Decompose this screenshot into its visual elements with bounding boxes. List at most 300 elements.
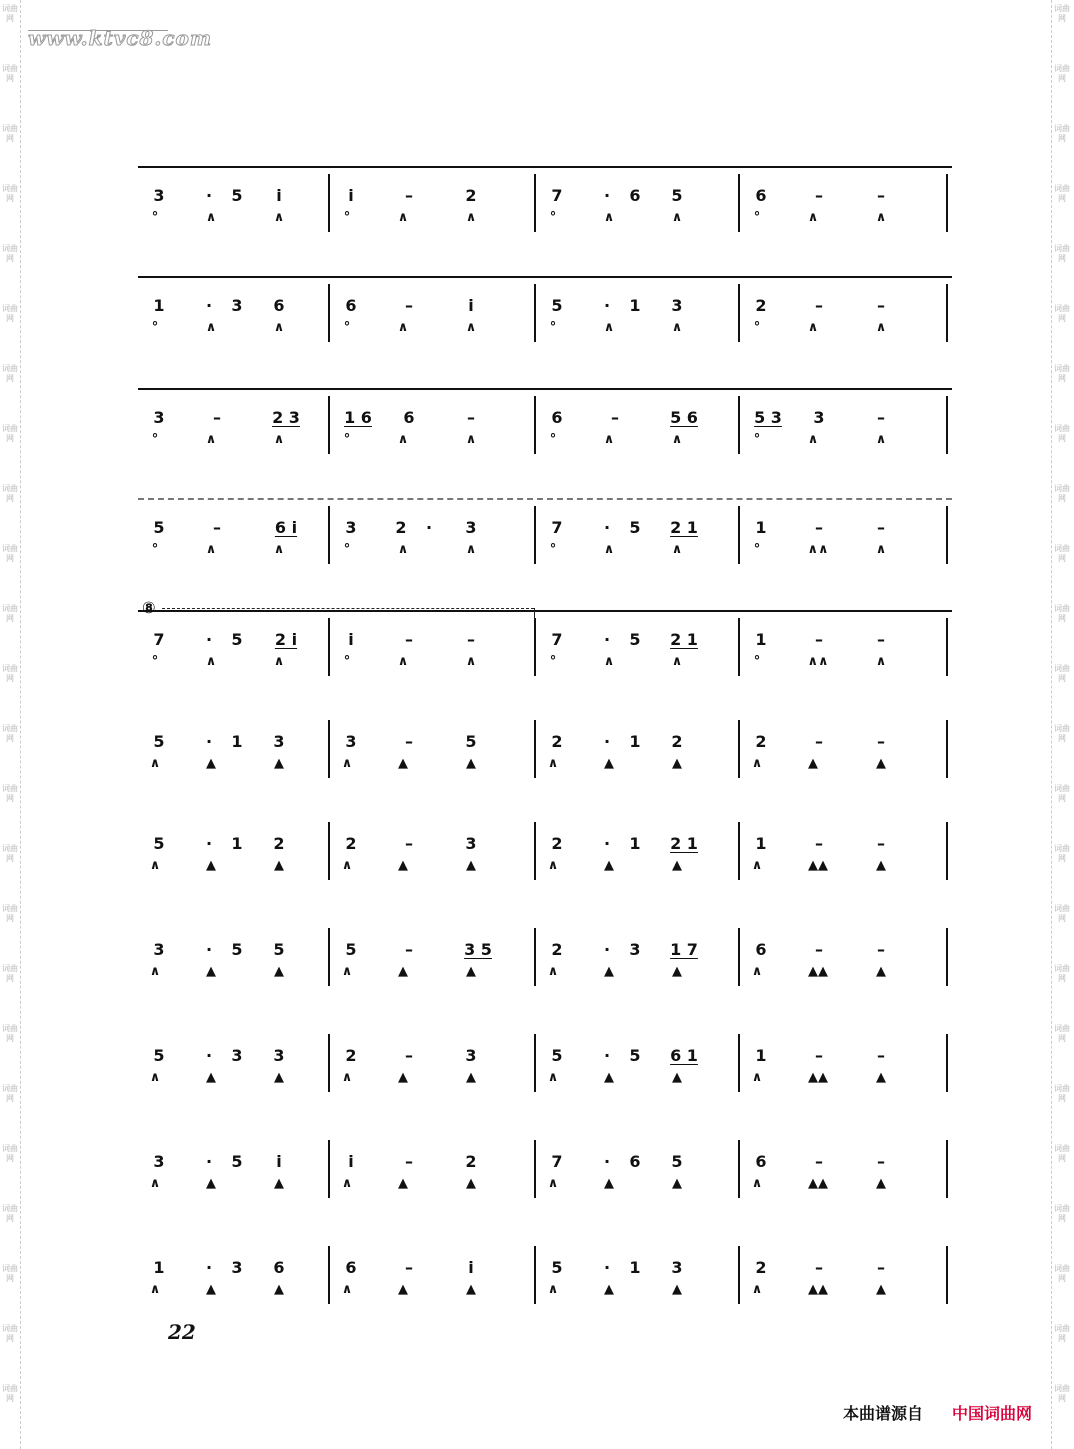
note: 6 bbox=[755, 940, 767, 959]
note: 5 bbox=[153, 1046, 165, 1065]
side-watermark-label: 词曲网 bbox=[2, 844, 18, 863]
note: 2 bbox=[273, 834, 285, 853]
articulation-mark: ∧ bbox=[547, 1070, 559, 1085]
articulation-mark: ▲ bbox=[466, 964, 476, 979]
articulation-mark: ▲ bbox=[274, 858, 284, 873]
articulation-mark: ∧ bbox=[465, 320, 477, 335]
note: 2 3 bbox=[272, 408, 300, 427]
articulation-mark: ▲ bbox=[398, 1070, 408, 1085]
note: 6 bbox=[345, 296, 357, 315]
articulation-mark: ∧ bbox=[205, 320, 217, 335]
note: 1 bbox=[755, 518, 767, 537]
note: 3 bbox=[273, 732, 285, 751]
articulation-mark: ▲ bbox=[672, 1070, 682, 1085]
note: 5 bbox=[231, 940, 243, 959]
side-watermark-label: 词曲网 bbox=[1054, 244, 1070, 263]
note: i bbox=[276, 1152, 282, 1171]
articulation-mark: ° bbox=[549, 654, 557, 669]
measure bbox=[138, 610, 338, 676]
articulation-mark: ∧ bbox=[547, 756, 559, 771]
side-watermark-label: 词曲网 bbox=[2, 904, 18, 923]
articulation-mark: ▲ bbox=[876, 1282, 886, 1297]
note: · bbox=[205, 834, 213, 853]
barline bbox=[946, 822, 948, 880]
note: 5 bbox=[671, 1152, 683, 1171]
barline bbox=[946, 284, 948, 342]
note: 5 bbox=[231, 186, 243, 205]
note: 1 bbox=[153, 296, 165, 315]
articulation-mark: ▲ bbox=[274, 1176, 284, 1191]
side-watermark-label: 词曲网 bbox=[1054, 904, 1070, 923]
note: 1 bbox=[231, 732, 243, 751]
note: – bbox=[815, 1046, 823, 1065]
articulation-mark: ∧ bbox=[397, 542, 409, 557]
note: · bbox=[603, 1152, 611, 1171]
note: – bbox=[405, 1258, 413, 1277]
note: · bbox=[205, 1046, 213, 1065]
side-watermark-label: 词曲网 bbox=[1054, 784, 1070, 803]
note: – bbox=[877, 940, 885, 959]
articulation-mark: ∧ bbox=[603, 320, 615, 335]
note: – bbox=[405, 186, 413, 205]
note: 5 bbox=[345, 940, 357, 959]
note: · bbox=[205, 630, 213, 649]
articulation-mark: ∧ bbox=[397, 320, 409, 335]
note: – bbox=[815, 1258, 823, 1277]
articulation-mark: ∧ bbox=[397, 654, 409, 669]
note: 3 5 bbox=[464, 940, 492, 959]
measure bbox=[138, 498, 338, 564]
barline bbox=[946, 174, 948, 232]
score-row bbox=[138, 712, 952, 778]
note: · bbox=[205, 296, 213, 315]
articulation-mark: ∧ bbox=[875, 542, 887, 557]
articulation-mark: ∧ bbox=[603, 542, 615, 557]
note: 6 bbox=[755, 1152, 767, 1171]
score-row bbox=[138, 814, 952, 880]
barline bbox=[946, 1034, 948, 1092]
articulation-mark: ∧ bbox=[751, 1070, 763, 1085]
measure bbox=[330, 920, 530, 986]
articulation-mark: ∧ bbox=[807, 210, 819, 225]
articulation-mark: ° bbox=[549, 432, 557, 447]
note: 6 bbox=[345, 1258, 357, 1277]
side-watermark-label: 词曲网 bbox=[2, 964, 18, 983]
side-watermark-label: 词曲网 bbox=[1054, 1084, 1070, 1103]
note: 5 bbox=[551, 1046, 563, 1065]
note: 3 bbox=[231, 1258, 243, 1277]
articulation-mark: ° bbox=[753, 210, 761, 225]
articulation-mark: ▲▲ bbox=[808, 1176, 828, 1191]
barline bbox=[946, 1140, 948, 1198]
note: – bbox=[877, 834, 885, 853]
score-row bbox=[138, 498, 952, 564]
note: · bbox=[205, 940, 213, 959]
score-row bbox=[138, 610, 952, 676]
page-number: 22 bbox=[168, 1320, 196, 1344]
articulation-mark: ▲ bbox=[672, 1282, 682, 1297]
articulation-mark: ▲ bbox=[274, 1282, 284, 1297]
side-watermark-label: 词曲网 bbox=[1054, 1024, 1070, 1043]
note: – bbox=[405, 732, 413, 751]
note: 1 bbox=[153, 1258, 165, 1277]
right-watermark-strip bbox=[1051, 0, 1074, 1449]
articulation-mark: ∧ bbox=[671, 210, 683, 225]
articulation-mark: ▲ bbox=[672, 1176, 682, 1191]
note: 1 bbox=[629, 296, 641, 315]
side-watermark-label: 词曲网 bbox=[1054, 184, 1070, 203]
measure bbox=[536, 920, 736, 986]
articulation-mark: ▲ bbox=[604, 1176, 614, 1191]
note: – bbox=[877, 630, 885, 649]
articulation-mark: ∧ bbox=[341, 1070, 353, 1085]
measure bbox=[740, 1238, 940, 1304]
measure bbox=[536, 712, 736, 778]
note: 6 bbox=[629, 186, 641, 205]
note: – bbox=[877, 732, 885, 751]
note: – bbox=[877, 408, 885, 427]
articulation-mark: ∧ bbox=[875, 432, 887, 447]
articulation-mark: ° bbox=[343, 432, 351, 447]
note: · bbox=[205, 1258, 213, 1277]
side-watermark-label: 词曲网 bbox=[1054, 484, 1070, 503]
measure bbox=[536, 814, 736, 880]
note: 5 bbox=[273, 940, 285, 959]
score-row bbox=[138, 920, 952, 986]
note: 6 bbox=[629, 1152, 641, 1171]
side-watermark-label: 词曲网 bbox=[2, 784, 18, 803]
side-watermark-label: 词曲网 bbox=[1054, 124, 1070, 143]
note: 5 bbox=[153, 732, 165, 751]
measure bbox=[536, 610, 736, 676]
note: i bbox=[468, 1258, 474, 1277]
articulation-mark: ∧ bbox=[273, 654, 285, 669]
articulation-mark: ∧ bbox=[547, 1282, 559, 1297]
score-row bbox=[138, 1238, 952, 1304]
note: – bbox=[405, 834, 413, 853]
articulation-mark: ° bbox=[151, 320, 159, 335]
measure bbox=[536, 1132, 736, 1198]
measure bbox=[138, 920, 338, 986]
articulation-mark: ▲ bbox=[274, 1070, 284, 1085]
articulation-mark: ∧ bbox=[273, 320, 285, 335]
measure bbox=[330, 276, 530, 342]
note: 5 bbox=[551, 296, 563, 315]
score-row bbox=[138, 1132, 952, 1198]
measure bbox=[536, 1238, 736, 1304]
side-watermark-label: 词曲网 bbox=[2, 244, 18, 263]
note: 5 bbox=[629, 1046, 641, 1065]
side-watermark-label: 词曲网 bbox=[2, 604, 18, 623]
note: 5 bbox=[551, 1258, 563, 1277]
side-watermark-label: 词曲网 bbox=[2, 1144, 18, 1163]
note: 2 bbox=[755, 1258, 767, 1277]
articulation-mark: ∧ bbox=[273, 210, 285, 225]
score-row bbox=[138, 1026, 952, 1092]
measure bbox=[330, 1026, 530, 1092]
note: 6 bbox=[551, 408, 563, 427]
measure bbox=[138, 1132, 338, 1198]
articulation-mark: ∧ bbox=[205, 654, 217, 669]
side-watermark-label: 词曲网 bbox=[2, 724, 18, 743]
note: 7 bbox=[551, 518, 563, 537]
articulation-mark: ∧ bbox=[149, 756, 161, 771]
measure bbox=[536, 166, 736, 232]
barline bbox=[946, 506, 948, 564]
note: – bbox=[405, 296, 413, 315]
measure bbox=[536, 276, 736, 342]
note: 2 bbox=[345, 1046, 357, 1065]
measure bbox=[740, 388, 940, 454]
footer-site-link[interactable]: 中国词曲网 bbox=[952, 1404, 1033, 1423]
side-watermark-label: 词曲网 bbox=[1054, 1324, 1070, 1343]
measure bbox=[138, 712, 338, 778]
note: 2 bbox=[551, 732, 563, 751]
note: 2 1 bbox=[670, 518, 698, 537]
articulation-mark: ▲ bbox=[398, 858, 408, 873]
articulation-mark: ∧ bbox=[149, 964, 161, 979]
side-watermark-label: 词曲网 bbox=[2, 1324, 18, 1343]
side-watermark-label: 词曲网 bbox=[2, 184, 18, 203]
articulation-mark: ∧ bbox=[205, 210, 217, 225]
note: · bbox=[603, 518, 611, 537]
volta-bracket-end bbox=[534, 608, 535, 620]
side-watermark-label: 词曲网 bbox=[1054, 844, 1070, 863]
measure bbox=[536, 388, 736, 454]
articulation-mark: ∧ bbox=[603, 432, 615, 447]
side-watermark-label: 词曲网 bbox=[2, 124, 18, 143]
note: 3 bbox=[813, 408, 825, 427]
articulation-mark: ∧ bbox=[205, 542, 217, 557]
articulation-mark: ∧ bbox=[465, 432, 477, 447]
articulation-mark: ∧ bbox=[547, 1176, 559, 1191]
note: 5 bbox=[629, 630, 641, 649]
measure bbox=[330, 610, 530, 676]
articulation-mark: ∧ bbox=[875, 210, 887, 225]
note: – bbox=[815, 518, 823, 537]
note: 3 bbox=[273, 1046, 285, 1065]
measure bbox=[740, 1132, 940, 1198]
note: 6 bbox=[273, 296, 285, 315]
left-watermark-strip bbox=[0, 0, 21, 1449]
note: · bbox=[205, 732, 213, 751]
measure bbox=[330, 1132, 530, 1198]
articulation-mark: ∧ bbox=[341, 1282, 353, 1297]
articulation-mark: ∧ bbox=[547, 964, 559, 979]
note: 1 bbox=[629, 1258, 641, 1277]
note: – bbox=[815, 1152, 823, 1171]
articulation-mark: ∧ bbox=[671, 542, 683, 557]
note: – bbox=[405, 940, 413, 959]
articulation-mark: ▲▲ bbox=[808, 1070, 828, 1085]
note: 3 bbox=[153, 1152, 165, 1171]
articulation-mark: ▲ bbox=[398, 1176, 408, 1191]
note: 2 1 bbox=[670, 630, 698, 649]
articulation-mark: ° bbox=[151, 432, 159, 447]
side-watermark-label: 词曲网 bbox=[1054, 544, 1070, 563]
note: 2 bbox=[465, 1152, 477, 1171]
measure bbox=[740, 498, 940, 564]
footer-source-label: 本曲谱源自 bbox=[843, 1404, 924, 1423]
note: – bbox=[405, 1152, 413, 1171]
measure bbox=[740, 276, 940, 342]
note: i bbox=[276, 186, 282, 205]
side-watermark-label: 词曲网 bbox=[2, 364, 18, 383]
articulation-mark: ∧ bbox=[149, 858, 161, 873]
articulation-mark: ▲ bbox=[206, 964, 216, 979]
measure bbox=[138, 388, 338, 454]
articulation-mark: ▲ bbox=[604, 964, 614, 979]
articulation-mark: ▲ bbox=[398, 756, 408, 771]
note: – bbox=[611, 408, 619, 427]
note: 3 bbox=[153, 408, 165, 427]
side-watermark-label: 词曲网 bbox=[2, 1264, 18, 1283]
note: 1 bbox=[755, 834, 767, 853]
articulation-mark: ▲ bbox=[466, 756, 476, 771]
note: 3 bbox=[465, 834, 477, 853]
articulation-mark: ° bbox=[343, 654, 351, 669]
articulation-mark: ▲▲ bbox=[808, 964, 828, 979]
note: 2 bbox=[551, 834, 563, 853]
note: – bbox=[877, 1152, 885, 1171]
note: i bbox=[348, 630, 354, 649]
articulation-mark: ▲ bbox=[672, 964, 682, 979]
articulation-mark: ∧ bbox=[273, 432, 285, 447]
note: 2 bbox=[551, 940, 563, 959]
measure bbox=[740, 814, 940, 880]
note: – bbox=[815, 186, 823, 205]
note: i bbox=[348, 1152, 354, 1171]
note: 7 bbox=[551, 630, 563, 649]
note: 7 bbox=[551, 1152, 563, 1171]
note: · bbox=[205, 1152, 213, 1171]
articulation-mark: ∧ bbox=[671, 432, 683, 447]
side-watermark-label: 词曲网 bbox=[2, 1384, 18, 1403]
note: 3 bbox=[671, 296, 683, 315]
articulation-mark: ∧ bbox=[807, 320, 819, 335]
note: – bbox=[405, 1046, 413, 1065]
note: – bbox=[877, 1046, 885, 1065]
barline bbox=[946, 720, 948, 778]
note: 5 bbox=[231, 1152, 243, 1171]
side-watermark-label: 词曲网 bbox=[2, 64, 18, 83]
note: 5 6 bbox=[670, 408, 698, 427]
measure bbox=[330, 1238, 530, 1304]
note: – bbox=[877, 1258, 885, 1277]
note: 7 bbox=[551, 186, 563, 205]
note: – bbox=[815, 940, 823, 959]
note: – bbox=[405, 630, 413, 649]
articulation-mark: ° bbox=[343, 320, 351, 335]
note: · bbox=[603, 1046, 611, 1065]
note: 6 bbox=[755, 186, 767, 205]
side-watermark-label: 词曲网 bbox=[1054, 964, 1070, 983]
note: 2 i bbox=[274, 630, 298, 649]
note: – bbox=[877, 518, 885, 537]
measure bbox=[740, 712, 940, 778]
articulation-mark: ∧ bbox=[397, 432, 409, 447]
articulation-mark: ∧ bbox=[465, 210, 477, 225]
side-watermark-label: 词曲网 bbox=[2, 484, 18, 503]
barline bbox=[946, 928, 948, 986]
note: 3 bbox=[231, 1046, 243, 1065]
note: – bbox=[815, 732, 823, 751]
measure bbox=[330, 712, 530, 778]
measure bbox=[740, 920, 940, 986]
articulation-mark: ▲ bbox=[672, 756, 682, 771]
articulation-mark: ▲ bbox=[876, 858, 886, 873]
note: – bbox=[213, 408, 221, 427]
note: 3 bbox=[465, 1046, 477, 1065]
articulation-mark: ∧ bbox=[341, 756, 353, 771]
side-watermark-label: 词曲网 bbox=[2, 4, 18, 23]
note: 3 bbox=[629, 940, 641, 959]
note: 3 bbox=[465, 518, 477, 537]
articulation-mark: ∧ bbox=[751, 858, 763, 873]
note: 2 bbox=[755, 732, 767, 751]
note: 5 bbox=[153, 518, 165, 537]
articulation-mark: ∧ bbox=[603, 210, 615, 225]
articulation-mark: ° bbox=[343, 210, 351, 225]
articulation-mark: ▲ bbox=[398, 1282, 408, 1297]
note: 2 bbox=[671, 732, 683, 751]
measure bbox=[138, 166, 338, 232]
articulation-mark: ▲ bbox=[876, 964, 886, 979]
side-watermark-label: 词曲网 bbox=[1054, 4, 1070, 23]
side-watermark-label: 词曲网 bbox=[1054, 424, 1070, 443]
articulation-mark: ∧ bbox=[547, 858, 559, 873]
note: 1 bbox=[755, 1046, 767, 1065]
note: 5 bbox=[465, 732, 477, 751]
note: 7 bbox=[153, 630, 165, 649]
side-watermark-label: 词曲网 bbox=[1054, 664, 1070, 683]
articulation-mark: ° bbox=[549, 320, 557, 335]
barline bbox=[946, 1246, 948, 1304]
side-watermark-label: 词曲网 bbox=[2, 664, 18, 683]
articulation-mark: ▲ bbox=[466, 858, 476, 873]
note: – bbox=[815, 630, 823, 649]
note: 5 bbox=[671, 186, 683, 205]
articulation-mark: ▲ bbox=[672, 858, 682, 873]
note: · bbox=[603, 1258, 611, 1277]
articulation-mark: ° bbox=[151, 542, 159, 557]
note: 5 bbox=[629, 518, 641, 537]
repeat-mark: ⑧ bbox=[142, 598, 156, 617]
note: 3 bbox=[671, 1258, 683, 1277]
measure bbox=[138, 276, 338, 342]
side-watermark-label: 词曲网 bbox=[1054, 1204, 1070, 1223]
articulation-mark: ∧ bbox=[603, 654, 615, 669]
note: – bbox=[467, 408, 475, 427]
side-watermark-label: 词曲网 bbox=[2, 1084, 18, 1103]
note: 1 bbox=[629, 834, 641, 853]
note: 2 bbox=[465, 186, 477, 205]
score-row bbox=[138, 388, 952, 454]
measure bbox=[330, 814, 530, 880]
note: 6 bbox=[273, 1258, 285, 1277]
note: 2 bbox=[755, 296, 767, 315]
articulation-mark: ∧ bbox=[751, 964, 763, 979]
articulation-mark: ▲▲ bbox=[808, 858, 828, 873]
articulation-mark: ∧ bbox=[875, 654, 887, 669]
note: i bbox=[468, 296, 474, 315]
side-watermark-label: 词曲网 bbox=[1054, 1264, 1070, 1283]
articulation-mark: ▲ bbox=[274, 756, 284, 771]
articulation-mark: ∧ bbox=[465, 654, 477, 669]
note: 6 bbox=[403, 408, 415, 427]
note: 3 bbox=[345, 518, 357, 537]
note: 1 7 bbox=[670, 940, 698, 959]
